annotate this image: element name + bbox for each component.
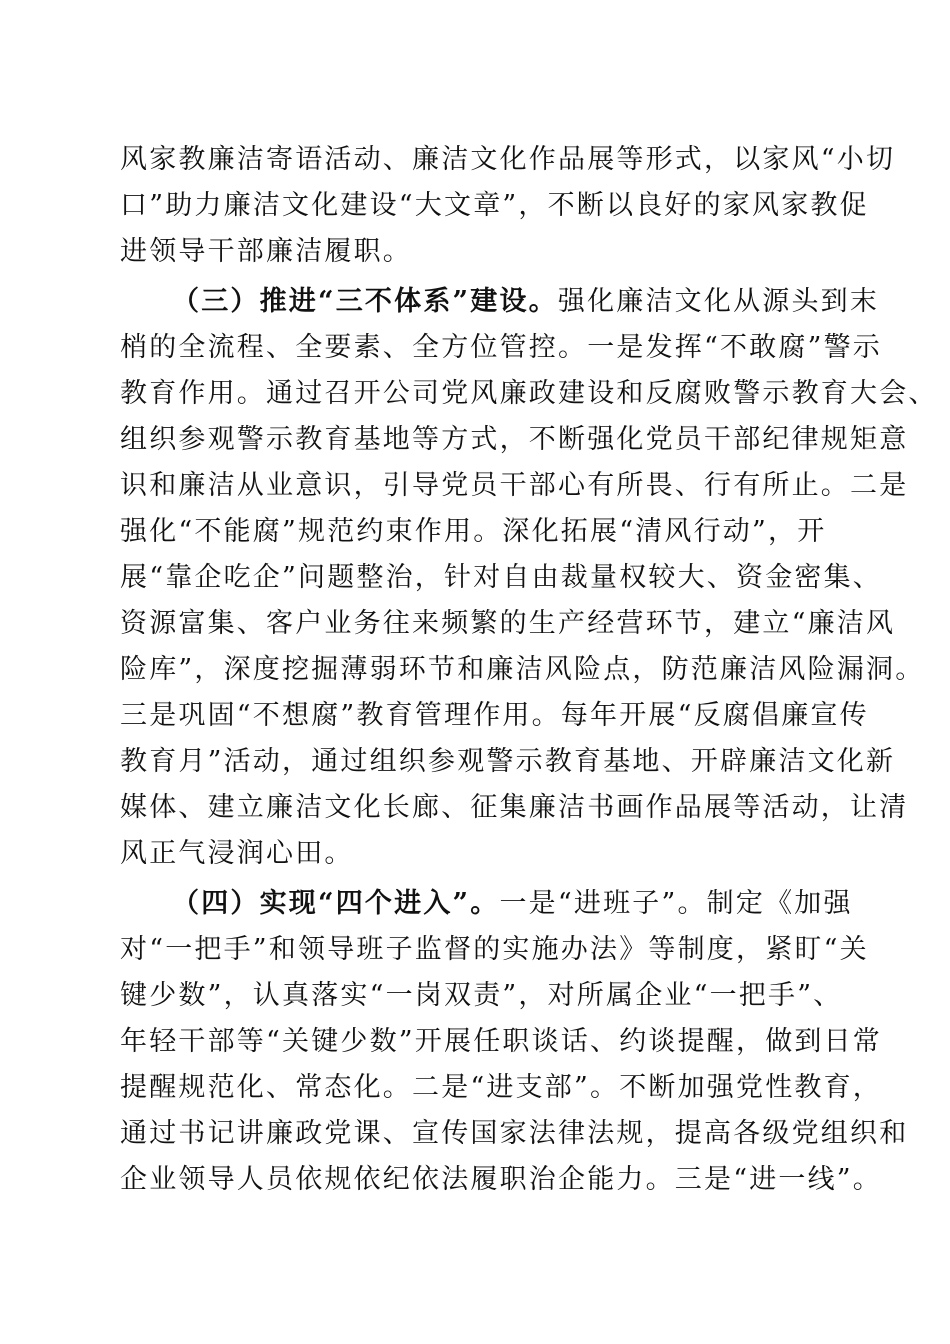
body-text-line: 对“一把手”和领导班子监督的实施办法》等制度，紧盯“关: [120, 934, 869, 965]
body-text-line: 强化“不能腐”规范约束作用。深化拓展“清风行动”，开: [120, 516, 827, 547]
body-text-line: 口”助力廉洁文化建设“大文章”，不断以良好的家风家教促: [120, 190, 869, 221]
body-text-line: 键少数”，认真落实“一岗双责”，对所属企业“一把手”、: [120, 980, 843, 1011]
body-text-line: 年轻干部等“关键少数”开展任职谈话、约谈提醒，做到日常: [120, 1026, 883, 1057]
body-text-line: 风家教廉洁寄语活动、廉洁文化作品展等形式，以家风“小切: [120, 144, 896, 175]
section-three-heading: （三）推进“三不体系”建设。: [172, 286, 558, 317]
body-text-span: 强化廉洁文化从源头到末: [557, 286, 880, 317]
section-four-heading: （四）实现“四个进入”。: [172, 888, 500, 919]
body-text-line: 梢的全流程、全要素、全方位管控。一是发挥“不敢腐”警示: [120, 332, 883, 363]
body-text-line: 三是巩固“不想腐”教育管理作用。每年开展“反腐倡廉宣传: [120, 700, 869, 731]
body-text-line: 企业领导人员依规依纪依法履职治企能力。三是“进一线”。: [120, 1164, 883, 1195]
body-text-line: 展“靠企吃企”问题整治，针对自由裁量权较大、资金密集、: [120, 562, 883, 593]
body-text-line: 教育月”活动，通过组织参观警示教育基地、开辟廉洁文化新: [120, 746, 896, 777]
body-text-line: 识和廉洁从业意识，引导党员干部心有所畏、行有所止。二是: [120, 470, 909, 501]
body-text-line: 媒体、建立廉洁文化长廊、征集廉洁书画作品展等活动，让清: [120, 792, 909, 823]
body-text-line: 通过书记讲廉政党课、宣传国家法律法规，提高各级党组织和: [120, 1118, 909, 1149]
body-text-line: 风正气浸润心田。: [120, 838, 354, 869]
body-text-line: 教育作用。通过召开公司党风廉政建设和反腐败警示教育大会、: [120, 378, 938, 409]
body-text-line: 险库”，深度挖掘薄弱环节和廉洁风险点，防范廉洁风险漏洞。: [120, 654, 925, 685]
section-four-line: [172, 884, 853, 924]
section-three-line: [172, 282, 880, 322]
body-text-line: 组织参观警示教育基地等方式，不断强化党员干部纪律规矩意: [120, 424, 909, 455]
body-text-line: 提醒规范化、常态化。二是“进支部”。不断加强党性教育，: [120, 1072, 883, 1103]
body-text-line: 进领导干部廉洁履职。: [120, 236, 412, 267]
body-text-line: 资源富集、客户业务往来频繁的生产经营环节，建立“廉洁风: [120, 608, 896, 639]
body-text-span: 一是“进班子”。制定《加强: [499, 888, 853, 919]
